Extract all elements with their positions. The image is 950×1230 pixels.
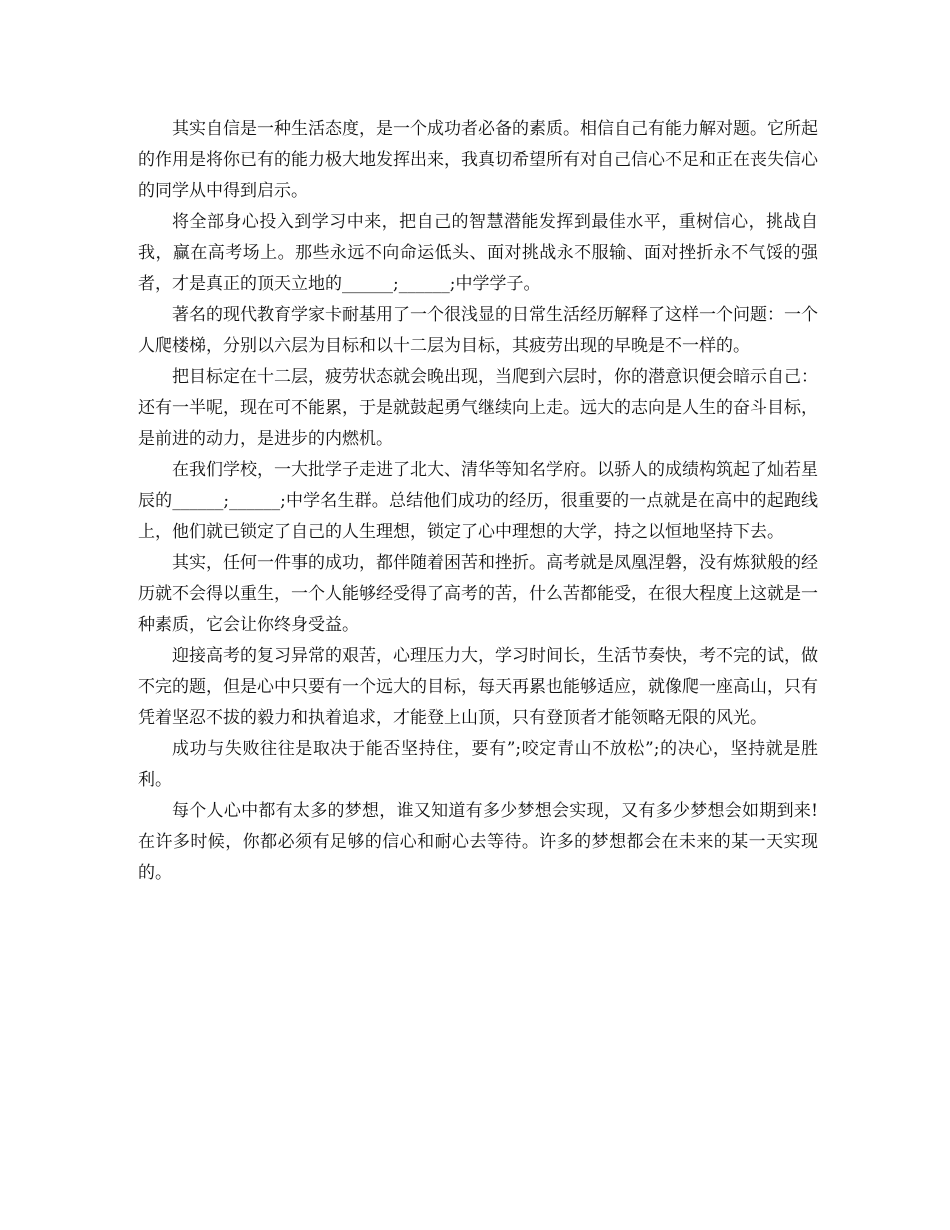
paragraph-3: 著名的现代教育学家卡耐基用了一个很浅显的日常生活经历解释了这样一个问题：一个人爬楼梯，分别以六层为目标和以十二层为目标，其疲劳出现的早晚是不一样的。 — [138, 305, 818, 356]
paragraph-4: 把目标定在十二层，疲劳状态就会晚出现，当爬到六层时，你的潜意识便会暗示自己：还有一半呢，现在可不能累，于是就鼓起勇气继续向上走。远大的志向是人生的奋斗目标，是前进的动力，是进步的内燃机。 — [138, 367, 818, 449]
document-page — [138, 114, 818, 889]
paragraph-5: 在我们学校，一大批学子走进了北大、清华等知名学府。以骄人的成绩构筑起了灿若星辰的______;______;中学名生群。总结他们成功的经历，很重要的一点就是在高中的起跑线上，他们就已锁定了自己的人生理想，锁定了心中理想的大学，持之以恒地坚持下去。 — [138, 460, 818, 542]
paragraph-9: 每个人心中都有太多的梦想，谁又知道有多少梦想会实现，又有多少梦想会如期到来!在许多时候，你都必须有足够的信心和耐心去等待。许多的梦想都会在未来的某一天实现的。 — [138, 801, 818, 883]
paragraph-7: 迎接高考的复习异常的艰苦，心理压力大，学习时间长，生活节奏快，考不完的试，做不完的题，但是心中只要有一个远大的目标，每天再累也能够适应，就像爬一座高山，只有凭着坚忍不拔的毅力和执着追求，才能登上山顶，只有登顶者才能领略无限的风光。 — [138, 646, 818, 728]
paragraph-6: 其实，任何一件事的成功，都伴随着困苦和挫折。高考就是凤凰涅磐，没有炼狱般的经历就不会得以重生，一个人能够经受得了高考的苦，什么苦都能受，在很大程度上这就是一种素质，它会让你终身受益。 — [138, 553, 818, 635]
paragraph-2: 将全部身心投入到学习中来，把自己的智慧潜能发挥到最佳水平，重树信心，挑战自我，赢在高考场上。那些永远不向命运低头、面对挑战永不服输、面对挫折永不气馁的强者，才是真正的顶天立地的______;______;中学学子。 — [138, 212, 818, 294]
paragraph-1: 其实自信是一种生活态度，是一个成功者必备的素质。相信自己有能力解对题。它所起的作用是将你已有的能力极大地发挥出来，我真切希望所有对自己信心不足和正在丧失信心的同学从中得到启示。 — [138, 119, 818, 201]
paragraph-8: 成功与失败往往是取决于能否坚持住，要有”;咬定青山不放松”;的决心，坚持就是胜利。 — [138, 739, 818, 790]
